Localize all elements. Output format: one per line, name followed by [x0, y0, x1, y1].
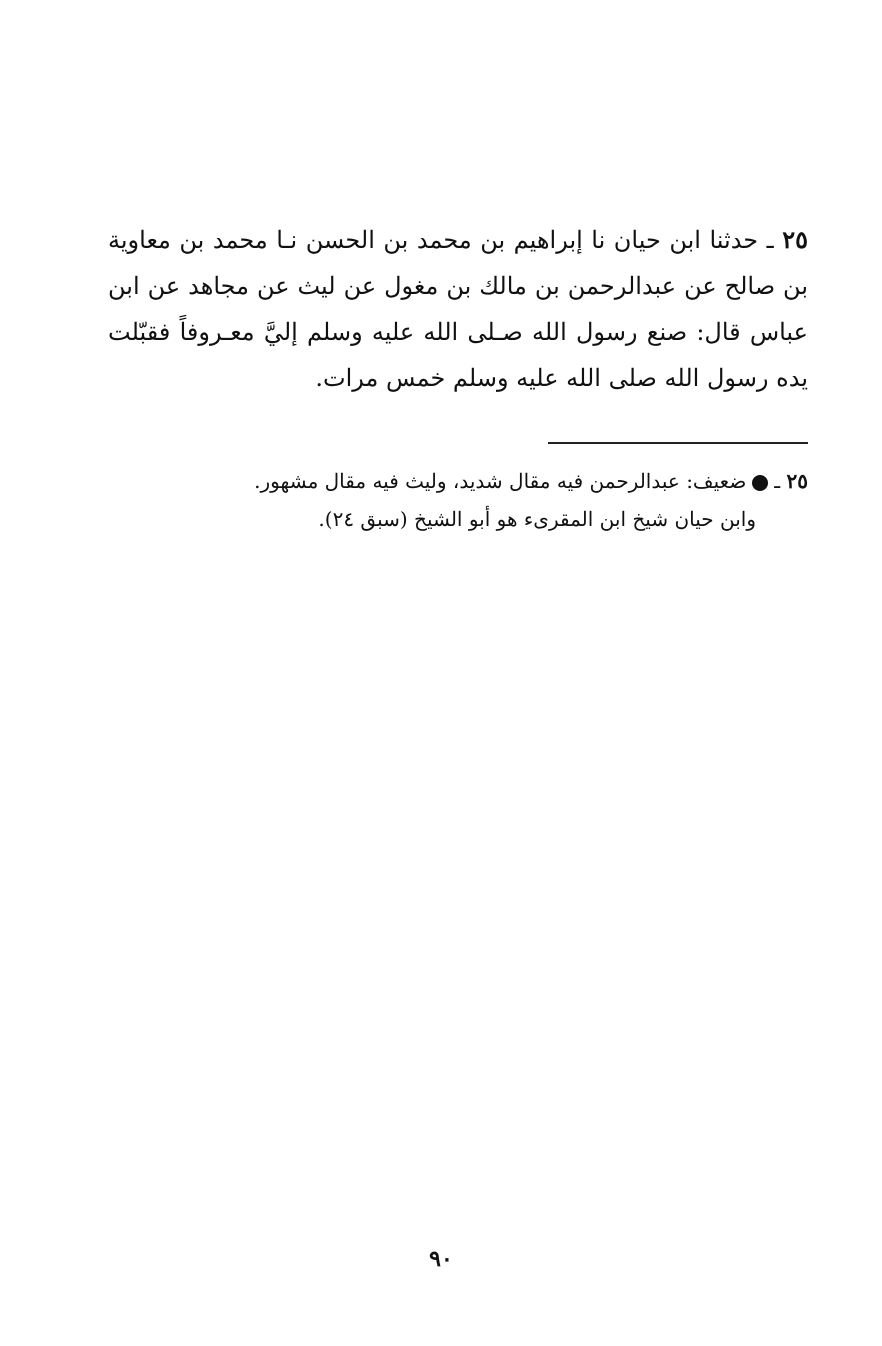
- filled-circle-icon: [752, 475, 768, 491]
- footnote-line-2: وابن حيان شيخ ابن المقرىء هو أبو الشيخ (سبق ٢٤).: [318, 507, 756, 531]
- footnote-grading-text: ضعيف: عبدالرحمن فيه مقال شديد، وليث فيه مقال مشهور.: [254, 469, 747, 493]
- footnote: [160, 462, 808, 538]
- footnote-number: ٢٥: [786, 469, 808, 493]
- hadith-number: ٢٥: [782, 225, 808, 254]
- hadith-separator: ـ: [766, 226, 774, 254]
- hadith-paragraph: [108, 217, 808, 401]
- footnote-separator: ـ: [774, 469, 781, 493]
- page-number: ٩٠: [429, 1246, 453, 1272]
- footnote-line-1: [160, 462, 808, 500]
- hadith-text: حدثنا ابن حيان نا إبراهيم بن محمد بن الحسن نـا محمد بن معاوية بن صالح عن عبدالرحمن بن مالك بن مغول عن ليث عن مجاهد عن ابن عباس قال: صنع رسول الله صـلى الله عليه وسلم إليَّ معـروفاً فقبّلت يده رسول الله صلى الله عليه وسلم خمس مرات.: [108, 226, 808, 392]
- footnote-divider: [548, 442, 808, 444]
